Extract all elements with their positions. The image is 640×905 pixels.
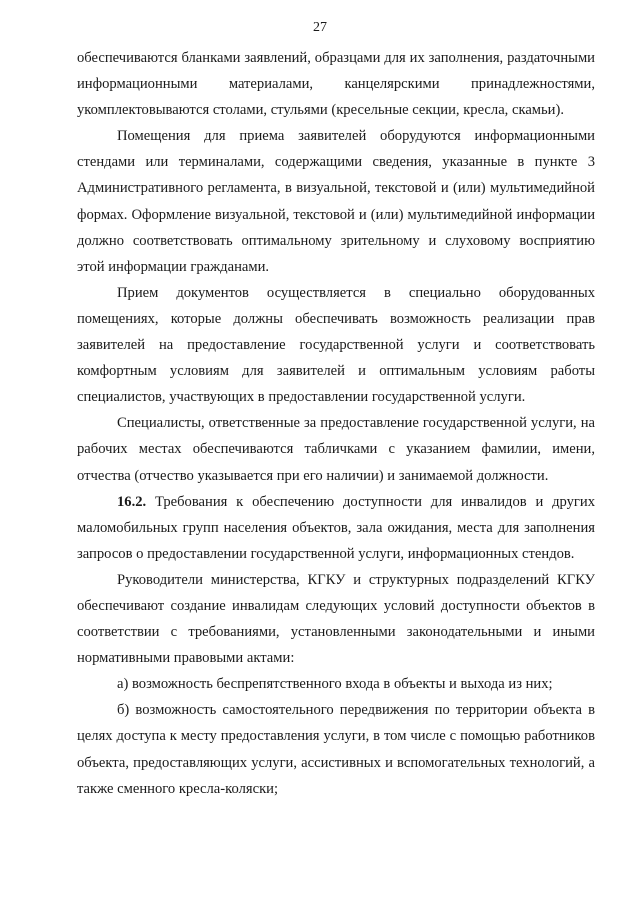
page-number: 27 <box>313 20 327 35</box>
document-body <box>77 45 595 802</box>
paragraph-document-reception: Прием документов осуществляется в специально оборудованных помещениях, которые должны обеспечивать возможность реализации прав заявителей на предоставление государственной услуги и соответствовать комфортным условиям для заявителей и оптимальным условиям работы специалистов, участвующих в предоставлении государственной услуги. <box>77 284 595 406</box>
paragraph-accessibility-conditions: Руководители министерства, КГКУ и структурных подразделений КГКУ обеспечивают создание инвалидам следующих условий доступности объектов в соответствии с требованиями, установленными законодательными и иными нормативными правовыми актами: <box>77 571 595 667</box>
paragraph-specialists-workplaces: Специалисты, ответственные за предоставление государственной услуги, на рабочих местах обеспечиваются табличками с указанием фамилии, имени, отчества (отчество указывается при его наличии) и занимаемой должности. <box>77 415 595 484</box>
list-item-b: б) возможность самостоятельного передвижения по территории объекта в целях доступа к месту предоставления услуги, в том числе с помощью работников объекта, предоставляющих услуги, ассистивных и вспомогательных технологий, а также сменного кресла-коляски; <box>77 702 595 797</box>
paragraph-info-stands: Помещения для приема заявителей оборудуются информационными стендами или терминалами, содержащими сведения, указанные в пункте 3 Административного регламента, в визуальной, текстовой и (или) мультимедийной формах. Оформление визуальной, текстовой и (или) мультимедийной информации должно соответствовать оптимальному зрительному и слуховому восприятию этой информации гражданами. <box>77 128 595 275</box>
paragraph-continuation: обеспечиваются бланками заявлений, образцами для их заполнения, раздаточными информационными материалами, канцелярскими принадлежностями, укомплектовываются столами, стульями (кресельные секции, кресла, скамьи). <box>77 50 595 119</box>
section-number: 16.2. <box>117 493 147 510</box>
paragraph-section-16-2 <box>77 489 595 567</box>
section-heading-text: Требования к обеспечению доступности для инвалидов и других маломобильных групп населения объектов, зала ожидания, места для заполнения запросов о предоставлении государственной услуги, информационных стендов. <box>77 493 595 562</box>
list-item-a: а) возможность беспрепятственного входа в объекты и выхода из них; <box>117 676 553 693</box>
